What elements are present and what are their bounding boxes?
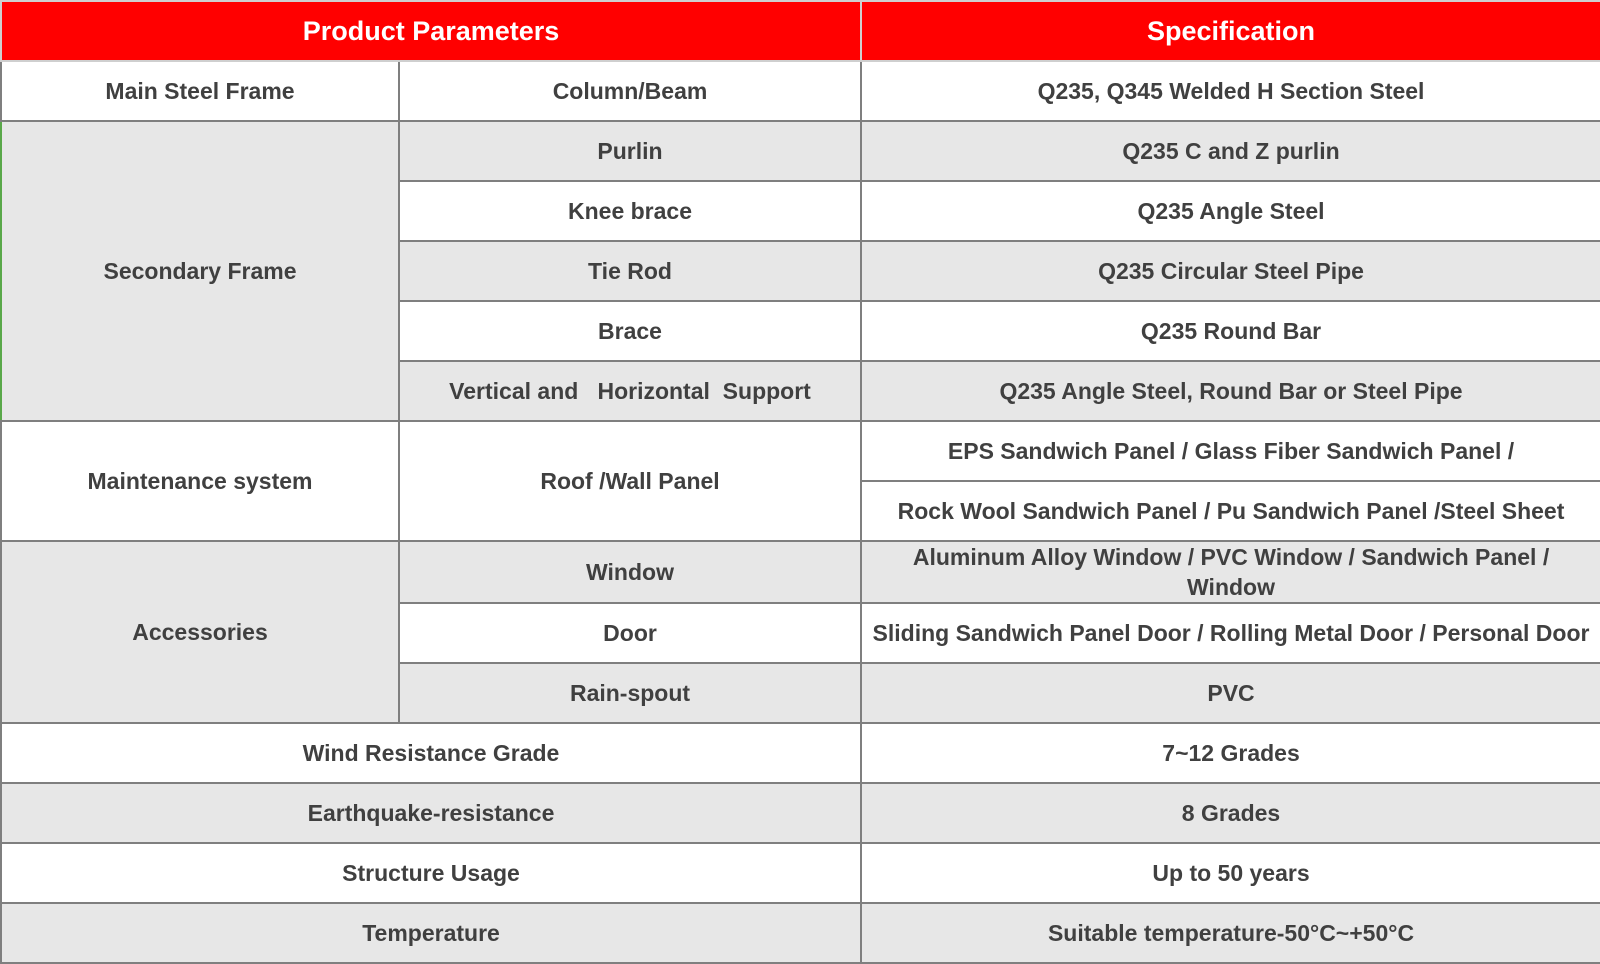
item-cell: Vertical and Horizontal Support xyxy=(399,361,861,421)
header-product-parameters: Product Parameters xyxy=(1,1,861,61)
spec-cell: Q235 C and Z purlin xyxy=(861,121,1600,181)
param-cell: Wind Resistance Grade xyxy=(1,723,861,783)
param-cell: Temperature xyxy=(1,903,861,963)
table-row xyxy=(1,783,1600,843)
param-cell: Structure Usage xyxy=(1,843,861,903)
spec-cell: Rock Wool Sandwich Panel / Pu Sandwich Panel /Steel Sheet xyxy=(861,481,1600,541)
spec-cell: Q235 Angle Steel, Round Bar or Steel Pipe xyxy=(861,361,1600,421)
table-row xyxy=(1,903,1600,963)
spec-cell: Aluminum Alloy Window / PVC Window / Sandwich Panel / Window xyxy=(861,541,1600,603)
item-cell: Window xyxy=(399,541,861,603)
item-cell: Rain-spout xyxy=(399,663,861,723)
table-row xyxy=(1,723,1600,783)
category-secondary-frame: Secondary Frame xyxy=(1,121,399,421)
item-cell: Purlin xyxy=(399,121,861,181)
table-row xyxy=(1,843,1600,903)
table-row xyxy=(1,121,1600,181)
spec-cell: Up to 50 years xyxy=(861,843,1600,903)
spec-cell: PVC xyxy=(861,663,1600,723)
category-main-steel-frame: Main Steel Frame xyxy=(1,61,399,121)
spec-cell: Q235 Circular Steel Pipe xyxy=(861,241,1600,301)
item-cell: Knee brace xyxy=(399,181,861,241)
spec-cell: Q235 Round Bar xyxy=(861,301,1600,361)
table-row xyxy=(1,421,1600,481)
item-cell: Brace xyxy=(399,301,861,361)
item-cell: Column/Beam xyxy=(399,61,861,121)
table-row xyxy=(1,61,1600,121)
spec-cell: EPS Sandwich Panel / Glass Fiber Sandwich Panel / xyxy=(861,421,1600,481)
spec-cell: Q235 Angle Steel xyxy=(861,181,1600,241)
category-maintenance-system: Maintenance system xyxy=(1,421,399,541)
item-cell: Door xyxy=(399,603,861,663)
table-header-row xyxy=(1,1,1600,61)
header-specification: Specification xyxy=(861,1,1600,61)
category-accessories: Accessories xyxy=(1,541,399,723)
item-cell: Roof /Wall Panel xyxy=(399,421,861,541)
spec-cell: 8 Grades xyxy=(861,783,1600,843)
param-cell: Earthquake-resistance xyxy=(1,783,861,843)
table-row xyxy=(1,541,1600,603)
spec-cell: Sliding Sandwich Panel Door / Rolling Metal Door / Personal Door xyxy=(861,603,1600,663)
spec-cell: Suitable temperature-50°C~+50°C xyxy=(861,903,1600,963)
item-cell: Tie Rod xyxy=(399,241,861,301)
spec-cell: Q235, Q345 Welded H Section Steel xyxy=(861,61,1600,121)
spec-cell: 7~12 Grades xyxy=(861,723,1600,783)
